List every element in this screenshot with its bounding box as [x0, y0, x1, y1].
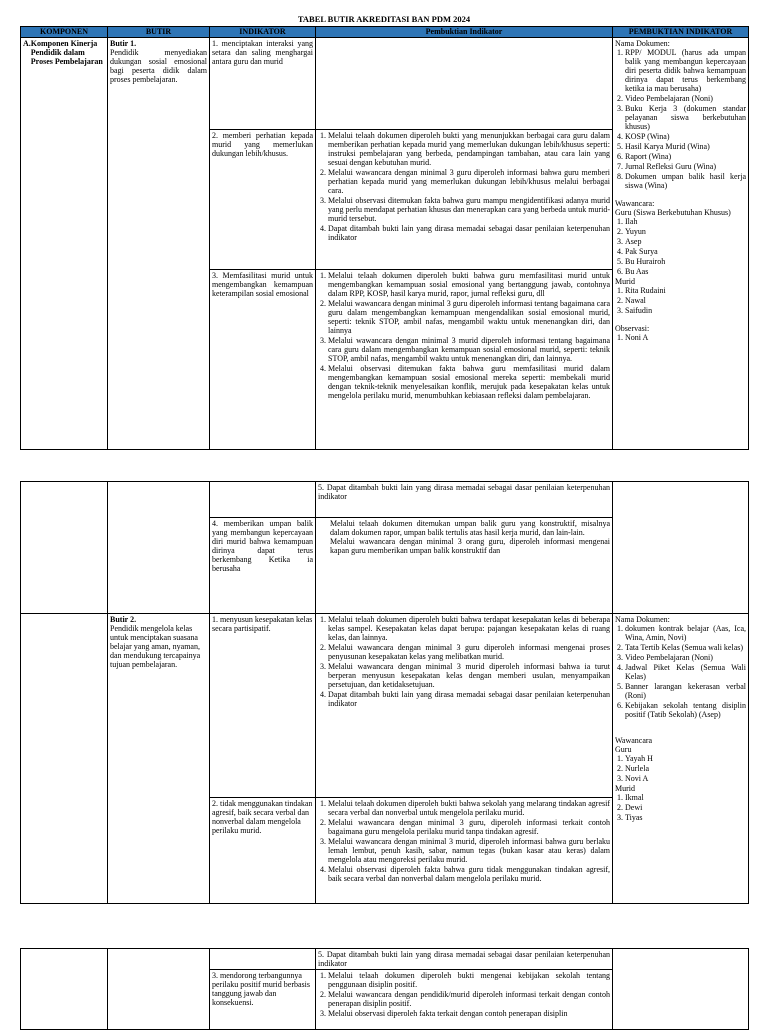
- indikator-1-3-cont: [210, 482, 316, 518]
- evidence-1-guru-item: 1. Ilah: [625, 217, 746, 226]
- evidence-1-murid-item: 3. Saifudin: [625, 306, 746, 315]
- evidence-1-guru-item: 3. Asep: [625, 237, 746, 246]
- bukti-1-2-cell: [316, 130, 613, 270]
- indikator-1-4: 4. memberikan umpan balik yang membangun kepercayaan diri murid bahwa kemampuan dirinya dapat terus berkembang Ketika ia berusaha: [210, 518, 316, 614]
- komponen-letter: A.: [23, 39, 31, 48]
- evidence-2-murid-item: 1. Ikmal: [625, 793, 746, 802]
- komponen-cell-cont-2: [21, 614, 108, 904]
- bukti-1-3-cell: [316, 270, 613, 450]
- bukti-item: 2. Melalui wawancara dengan minimal 3 guru diperoleh informasi mengenai proses penyusunan kesepakatan kelas yang melibatkan murid.: [328, 643, 610, 661]
- bukti-item: 1. Melalui telaah dokumen diperoleh bukti mengenai kebijakan sekolah tentang penggunaan disiplin positif.: [328, 971, 610, 989]
- bukti-item: 2. Melalui wawancara dengan pendidik/murid diperoleh informasi terkait dengan contoh penerapan disiplin positif.: [328, 990, 610, 1008]
- bukti-item: 3. Melalui wawancara dengan minimal 3 murid diperoleh informasi tentang bagaimana cara guru dalam mengembangkan kemampuan sosial emosional murid, seperti: teknik STOP, ambil nafas, mengambil waktu untuk menenangkan diri, dan lainnya.: [328, 336, 610, 363]
- evidence-1-guru-label: Guru (Siswa Berkebutuhan Khusus): [615, 208, 731, 217]
- evidence-2-nama-label: Nama Dokumen:: [615, 615, 670, 624]
- evidence-1-doc: 7. Jurnal Refleksi Guru (Wina): [625, 162, 746, 171]
- indikator-2-1: 1. menyusun kesepakatan kelas secara partisipatif.: [210, 614, 316, 798]
- evidence-2-guru-label: Guru: [615, 745, 632, 754]
- evidence-1-cell: [613, 38, 749, 450]
- evidence-1-murid-item: 2. Nawal: [625, 296, 746, 305]
- bukti-item: 1. Melalui telaah dokumen diperoleh bukti bahwa terdapat kesepakatan kelas di beberapa kelas sampel. Kesepakatan kelas dapat berupa: pajangan kesepakatan kelas di ruang kelas, dan lainnya.: [328, 615, 610, 642]
- bukti-item: 2. Melalui wawancara dengan minimal 3 guru diperoleh informasi tentang bagaimana cara guru dalam mengembangkan kemampuan mengendalikan sosial emosional murid, seperti: teknik STOP, ambil nafas, mengambil waktu untuk menenangkan diri, dan lainnya: [328, 299, 610, 335]
- bukti-1-1-cell: [316, 38, 613, 130]
- bukti-2-3-cell: [316, 970, 613, 1030]
- evidence-1-doc: 8. Dokumen umpan balik hasil kerja siswa (Wina): [625, 172, 746, 190]
- evidence-2-doc: 6. Kebijakan sekolah tentang disiplin positif (Tatib Sekolah) (Asep): [625, 701, 746, 719]
- butir-2-cell-cont: [108, 949, 210, 1030]
- komponen-text: Komponen Kinerja Pendidik dalam Proses Pembelajaran: [30, 39, 103, 66]
- bukti-item: 3. Melalui wawancara dengan minimal 3 murid, diperoleh informasi bahwa guru berlaku lemah lembut, penuh kasih, sabar, namun tegas (bukan kasar atau keras) dalam mengelola atau mengoreksi perilaku murid.: [328, 837, 610, 864]
- evidence-1-doc: 2. Video Pembelajaran (Noni): [625, 94, 746, 103]
- bukti-2-2-cell: [316, 798, 613, 904]
- bukti-item: Melalui telaah dokumen ditemukan umpan balik guru yang konstruktif, misalnya dalam dokumen rapor, umpan balik tertulis atas hasil kerja murid, dan lain-lain.: [330, 519, 610, 537]
- evidence-2-cell-cont: [613, 949, 749, 1030]
- evidence-1-observasi-label: Observasi:: [615, 324, 650, 333]
- bukti-item: 4. Melalui observasi diperoleh fakta bahwa guru tidak menggunakan tindakan agresif, baik secara verbal dan nonverbal dalam mengelola perilaku murid.: [328, 865, 610, 883]
- evidence-2-doc: 4. Jadwal Piket Kelas (Semua Wali Kelas): [625, 663, 746, 681]
- evidence-1-guru-item: 6. Bu Aas: [625, 267, 746, 276]
- bukti-item: 4. Melalui observasi ditemukan fakta bahwa guru memfasilitasi murid dalam mengembangkan kemampuan sosial emosional mereka seperti: membekali murid dengan teknik-teknik menyelesaikan konflik, merujuk pada kesepakatan kelas untuk mengelola perilaku murid, menumbuhkan kebiasaan refleksi dalam pembelajaran.: [328, 364, 610, 400]
- header-pembuktian-indikator: Pembuktian Indikator: [316, 27, 613, 38]
- evidence-1-murid-label: Murid: [615, 277, 635, 286]
- evidence-1-wawancara-label: Wawancara:: [615, 199, 655, 208]
- indikator-2-3: 3. mendorong terbangunnya perilaku positif murid berbasis tanggung jawab dan konsekuensi.: [210, 970, 316, 1030]
- header-komponen: KOMPONEN: [21, 27, 108, 38]
- evidence-1-murid-item: 1. Rita Rudaini: [625, 286, 746, 295]
- evidence-2-doc: 2. Tata Tertib Kelas (Semua wali kelas): [625, 643, 746, 652]
- butir-2-title: Butir 2.: [110, 615, 137, 624]
- evidence-2-guru-item: 3. Novi A: [625, 774, 746, 783]
- bukti-2-1-cell: [316, 614, 613, 798]
- bukti-item: 1. Melalui telaah dokumen diperoleh bukti bahwa guru memfasilitasi murid untuk mengembangkan kemampuan sosial emosional yang bertanggung jawab, contohnya dalam RPP, KOSP, hasil karya murid, rapor, jurnal refleksi guru, dll: [328, 271, 610, 298]
- evidence-2-doc: 5. Banner larangan kekerasan verbal (Roni): [625, 682, 746, 700]
- header-pembuktian-indikator-evidence: PEMBUKTIAN INDIKATOR: [613, 27, 749, 38]
- butir-2-text: Pendidik mengelola kelas untuk menciptakan suasana belajar yang aman, nyaman, dan mendukung tercapainya tujuan pembelajaran.: [110, 624, 201, 669]
- header-indikator: INDIKATOR: [210, 27, 316, 38]
- bukti-item: 3. Melalui observasi diperoleh fakta terkait dengan contoh penerapan disiplin: [328, 1009, 610, 1018]
- komponen-cell: [21, 38, 108, 450]
- evidence-1-doc: 6. Raport (Wina): [625, 152, 746, 161]
- evidence-2-murid-item: 3. Tiyas: [625, 813, 746, 822]
- evidence-1-doc: 3. Buku Kerja 3 (dokumen standar pelayanan siswa berkebutuhan khusus): [625, 104, 746, 131]
- bukti-1-3-cont: 5. Dapat ditambah bukti lain yang dirasa memadai sebagai dasar penilaian keterpenuhan indikator: [316, 482, 613, 518]
- evidence-2-murid-item: 2. Dewi: [625, 803, 746, 812]
- komponen-cell-cont: [21, 482, 108, 614]
- butir-1-text: Pendidik menyediakan dukungan sosial emosional bagi peserta didik dalam proses pembelajaran.: [110, 48, 207, 84]
- evidence-2-guru-item: 2. Nurlela: [625, 764, 746, 773]
- indikator-1-1: 1. menciptakan interaksi yang setara dan saling menghargai antara guru dan murid: [210, 38, 316, 130]
- bukti-item: 4. Dapat ditambah bukti lain yang dirasa memadai sebagai dasar penilaian keterpenuhan indikator: [328, 224, 610, 242]
- butir-1-title: Butir 1.: [110, 39, 137, 48]
- butir-1-cell-cont: [108, 482, 210, 614]
- evidence-1-guru-item: 2. Yuyun: [625, 227, 746, 236]
- butir-2-cell: [108, 614, 210, 904]
- evidence-2-doc: 3. Video Pembelajaran (Noni): [625, 653, 746, 662]
- evidence-2-murid-label: Murid: [615, 784, 635, 793]
- komponen-cell-cont-3: [21, 949, 108, 1030]
- evidence-1-guru-item: 4. Pak Surya: [625, 247, 746, 256]
- bukti-2-2-cont: 5. Dapat ditambah bukti lain yang dirasa memadai sebagai dasar penilaian keterpenuhan indikator: [316, 949, 613, 970]
- evidence-1-guru-item: 5. Bu Hurairoh: [625, 257, 746, 266]
- indikator-1-2: 2. memberi perhatian kepada murid yang memerlukan dukungan lebih/khusus.: [210, 130, 316, 270]
- header-butir: BUTIR: [108, 27, 210, 38]
- evidence-2-cell: [613, 614, 749, 904]
- bukti-item: 4. Dapat ditambah bukti lain yang dirasa memadai sebagai dasar penilaian keterpenuhan indikator: [328, 690, 610, 708]
- butir-1-cell: [108, 38, 210, 450]
- bukti-item: 3. Melalui observasi ditemukan fakta bahwa guru mampu mengidentifikasi adanya murid yang perlu mendapat perhatian khusus dan menerapkan cara yang berbeda untuk murid-murid tersebut.: [328, 196, 610, 223]
- bukti-item: 1. Melalui telaah dokumen diperoleh bukti bahwa sekolah yang melarang tindakan agresif secara verbal dan nonverbal untuk mengelola perilaku murid.: [328, 799, 610, 817]
- evidence-1-doc: 5. Hasil Karya Murid (Wina): [625, 142, 746, 151]
- indikator-1-3: 3. Memfasilitasi murid untuk mengembangkan kemampuan keterampilan sosial emosional: [210, 270, 316, 450]
- bukti-item: 3. Melalui wawancara dengan minimal 3 murid diperoleh informasi bahwa ia turut berperan menyusun kesepakatan kelas dengan memberi usulan, menyampaikan persetujuan, dan ketidaksetujuan.: [328, 662, 610, 689]
- accreditation-table-part-1: [20, 26, 749, 450]
- bukti-1-4-cell: [316, 518, 613, 614]
- bukti-item: Melalui wawancara dengan minimal 3 orang guru, diperoleh informasi mengenai kapan guru memberikan umpan balik konstruktif dan: [330, 537, 610, 555]
- bukti-item: 2. Melalui wawancara dengan minimal 3 guru, diperoleh informasi terkait contoh bagaimana guru mengelola perilaku murid tanpa tindakan agresif.: [328, 818, 610, 836]
- evidence-1-nama-label: Nama Dokumen:: [615, 39, 670, 48]
- evidence-1-cell-cont: [613, 482, 749, 614]
- evidence-1-doc: 4. KOSP (Wina): [625, 132, 746, 141]
- accreditation-table-part-2: [20, 481, 749, 904]
- accreditation-table-part-3: [20, 948, 749, 1030]
- page-title: TABEL BUTIR AKREDITASI BAN PDM 2024: [297, 14, 471, 24]
- indikator-2-2-cont: [210, 949, 316, 970]
- evidence-2-wawancara-label: Wawancara: [615, 736, 653, 745]
- evidence-1-doc: 1. RPP/ MODUL (harus ada umpan balik yang membangun kepercayaan diri peserta didik bahwa kemampuan dirinya dapat terus berkembang ketika ia mau berusaha): [625, 48, 746, 93]
- evidence-1-observasi-item: 1. Noni A: [625, 333, 746, 342]
- indikator-2-2: 2. tidak menggunakan tindakan agresif, baik secara verbal dan nonverbal dalam mengelola perilaku murid.: [210, 798, 316, 904]
- bukti-item: 1. Melalui telaah dokumen diperoleh bukti yang menunjukkan berbagai cara guru dalam memberikan perhatian kepada murid yang memerlukan dukungan lebih/khusus seperti: instruksi pembelajaran yang berbeda, pendampingan tambahan, atau cara lain yang sesuai dengan kebutuhan murid.: [328, 131, 610, 167]
- evidence-2-guru-item: 1. Yayah H: [625, 754, 746, 763]
- bukti-item: 2. Melalui wawancara dengan minimal 3 guru diperoleh informasi bahwa guru memberi perhatian kepada murid yang memerlukan dukungan lebih/khusus melalui berbagai cara.: [328, 168, 610, 195]
- evidence-2-doc: 1. dokumen kontrak belajar (Aas, Ica, Wina, Amin, Novi): [625, 624, 746, 642]
